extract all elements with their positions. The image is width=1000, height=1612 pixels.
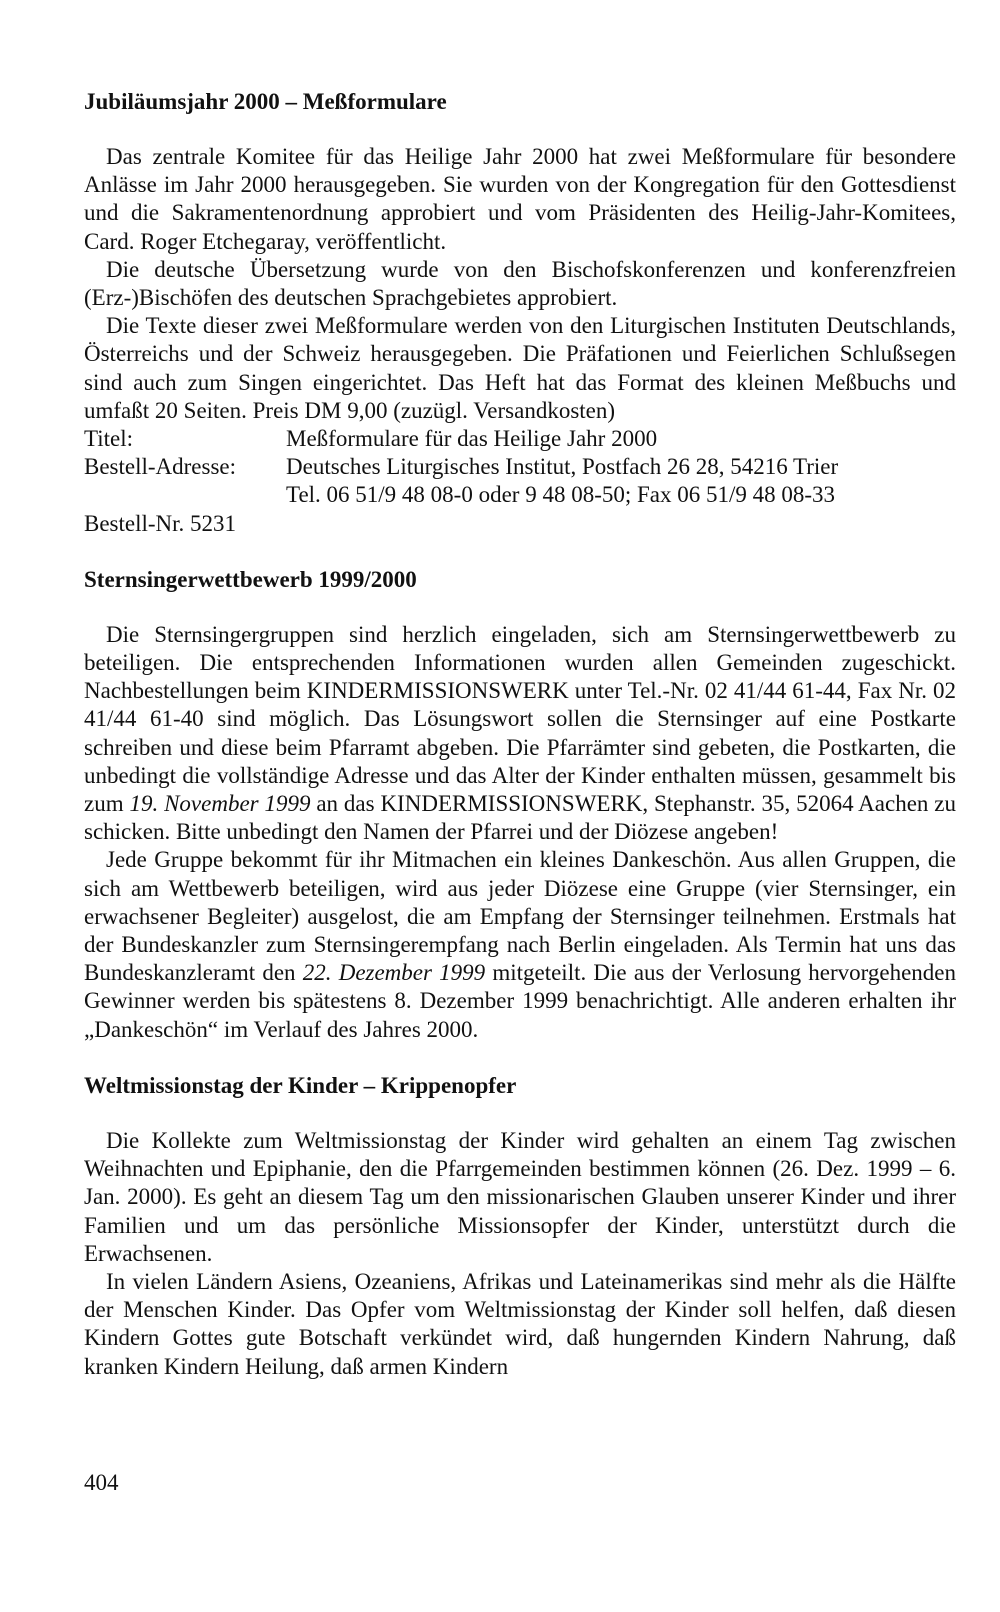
section-heading-weltmissionstag: Weltmissionstag der Kinder – Krippenopfer	[84, 1072, 517, 1098]
text-run: mitgeteilt. Die aus der Verlosung hervorgehenden Gewinner werden bis spätestens 8. Dezember 1999 benachrichtigt. Alle anderen erhalten ihr „Dankeschön“ im Verlauf des Jahres 2000.	[84, 960, 956, 1042]
order-info	[84, 425, 956, 510]
text-run: an das KINDERMISSIONSWERK, Stephanstr. 35, 52064 Aachen zu schicken. Bitte unbedingt den Namen der Pfarrei und der Diözese angeben!	[84, 791, 956, 845]
deadline-date: 19. November 1999	[129, 791, 311, 817]
document-page	[84, 88, 956, 1381]
section-body-jubilaeumsjahr	[84, 143, 956, 538]
section-body-weltmissionstag	[84, 1127, 956, 1381]
paragraph: Die Kollekte zum Weltmissionstag der Kinder wird gehalten an einem Tag zwischen Weihnachten und Epiphanie, den die Pfarrgemeinden bestimmen können (26. Dez. 1999 – 6. Jan. 2000). Es geht an diesem Tag um den missionarischen Glauben unserer Kinder und ihrer Familien und um das persönliche Missionsopfer der Kinder, unterstützt durch die Erwachsenen.	[84, 1127, 956, 1266]
phone-value: Tel. 06 51/9 48 08-0 oder 9 48 08-50; Fax 06 51/9 48 08-33	[286, 482, 836, 508]
address-value: Deutsches Liturgisches Institut, Postfach 26 28, 54216 Trier	[286, 454, 839, 480]
order-number: Bestell-Nr. 5231	[84, 510, 237, 536]
paragraph	[84, 621, 956, 847]
section-heading-sternsinger: Sternsingerwettbewerb 1999/2000	[84, 566, 417, 592]
section-body-sternsinger	[84, 621, 956, 1044]
paragraph: In vielen Ländern Asiens, Ozeaniens, Afrikas und Lateinamerikas sind mehr als die Hälfte der Menschen Kinder. Das Opfer vom Weltmissionstag der Kinder soll helfen, daß diesen Kindern Gottes gute Botschaft verkündet wird, daß hungernden Kindern Nahrung, daß kranken Kindern Heilung, daß armen Kindern	[84, 1268, 956, 1379]
section-heading-jubilaeumsjahr: Jubiläumsjahr 2000 – Meßformulare	[84, 89, 447, 114]
title-label: Titel:	[84, 426, 134, 452]
address-label: Bestell-Adresse:	[84, 454, 237, 480]
info-spacer	[84, 481, 286, 509]
title-value: Meßformulare für das Heilige Jahr 2000	[286, 426, 658, 452]
paragraph: Die Texte dieser zwei Meßformulare werden von den Liturgischen Instituten Deutschlands, Österreichs und der Schweiz herausgegeben. Die Präfationen und Feierlichen Schlußsegen sind auch zum Singen eingerichtet. Das Heft hat das Format des kleinen Meßbuchs und umfaßt 20 Seiten. Preis DM 9,00 (zuzügl. Versandkosten)	[84, 313, 956, 423]
reception-date: 22. Dezember 1999	[302, 960, 486, 986]
page-number: 404	[84, 1470, 119, 1495]
paragraph: Das zentrale Komitee für das Heilige Jahr 2000 hat zwei Meßformulare für besondere Anlässe im Jahr 2000 herausgegeben. Sie wurden von der Kongregation für den Gottesdienst und die Sakramentenordnung approbiert und vom Präsidenten des Heilig-Jahr-Komitees, Card. Roger Etchegaray, veröffentlicht.	[84, 144, 956, 254]
text-run: Die Sternsingergruppen sind herzlich eingeladen, sich am Sternsingerwettbewerb zu beteiligen. Die entsprechenden Informationen wurden allen Gemeinden zugeschickt. Nachbestellungen beim KINDERMISSIONSWERK unter Tel.-Nr. 02 41/44 61-44, Fax Nr. 02 41/44 61-40 sind möglich. Das Lösungswort sollen die Sternsinger auf eine Postkarte schreiben und diese beim Pfarramt abgeben. Die Pfarrämter sind gebeten, die Postkarten, die unbedingt die vollständige Adresse und das Alter der Kinder enthalten müssen, gesammelt bis zum	[84, 621, 956, 817]
paragraph: Die deutsche Übersetzung wurde von den Bischofskonferenzen und konferenzfreien (Erz-)Bischöfen des deutschen Sprachgebietes approbiert.	[84, 256, 956, 311]
text-run: Jede Gruppe bekommt für ihr Mitmachen ein kleines Dankeschön. Aus allen Gruppen, die sich am Wettbewerb beteiligen, wird aus jeder Diözese eine Gruppe (vier Sternsinger, ein erwachsener Begleiter) ausgelost, die am Empfang der Sternsinger teilnehmen. Erstmals hat der Bundeskanzler zum Sternsingerempfang nach Berlin eingeladen. Als Termin hat uns das Bundeskanzleramt den	[84, 847, 956, 986]
paragraph	[84, 846, 956, 1043]
